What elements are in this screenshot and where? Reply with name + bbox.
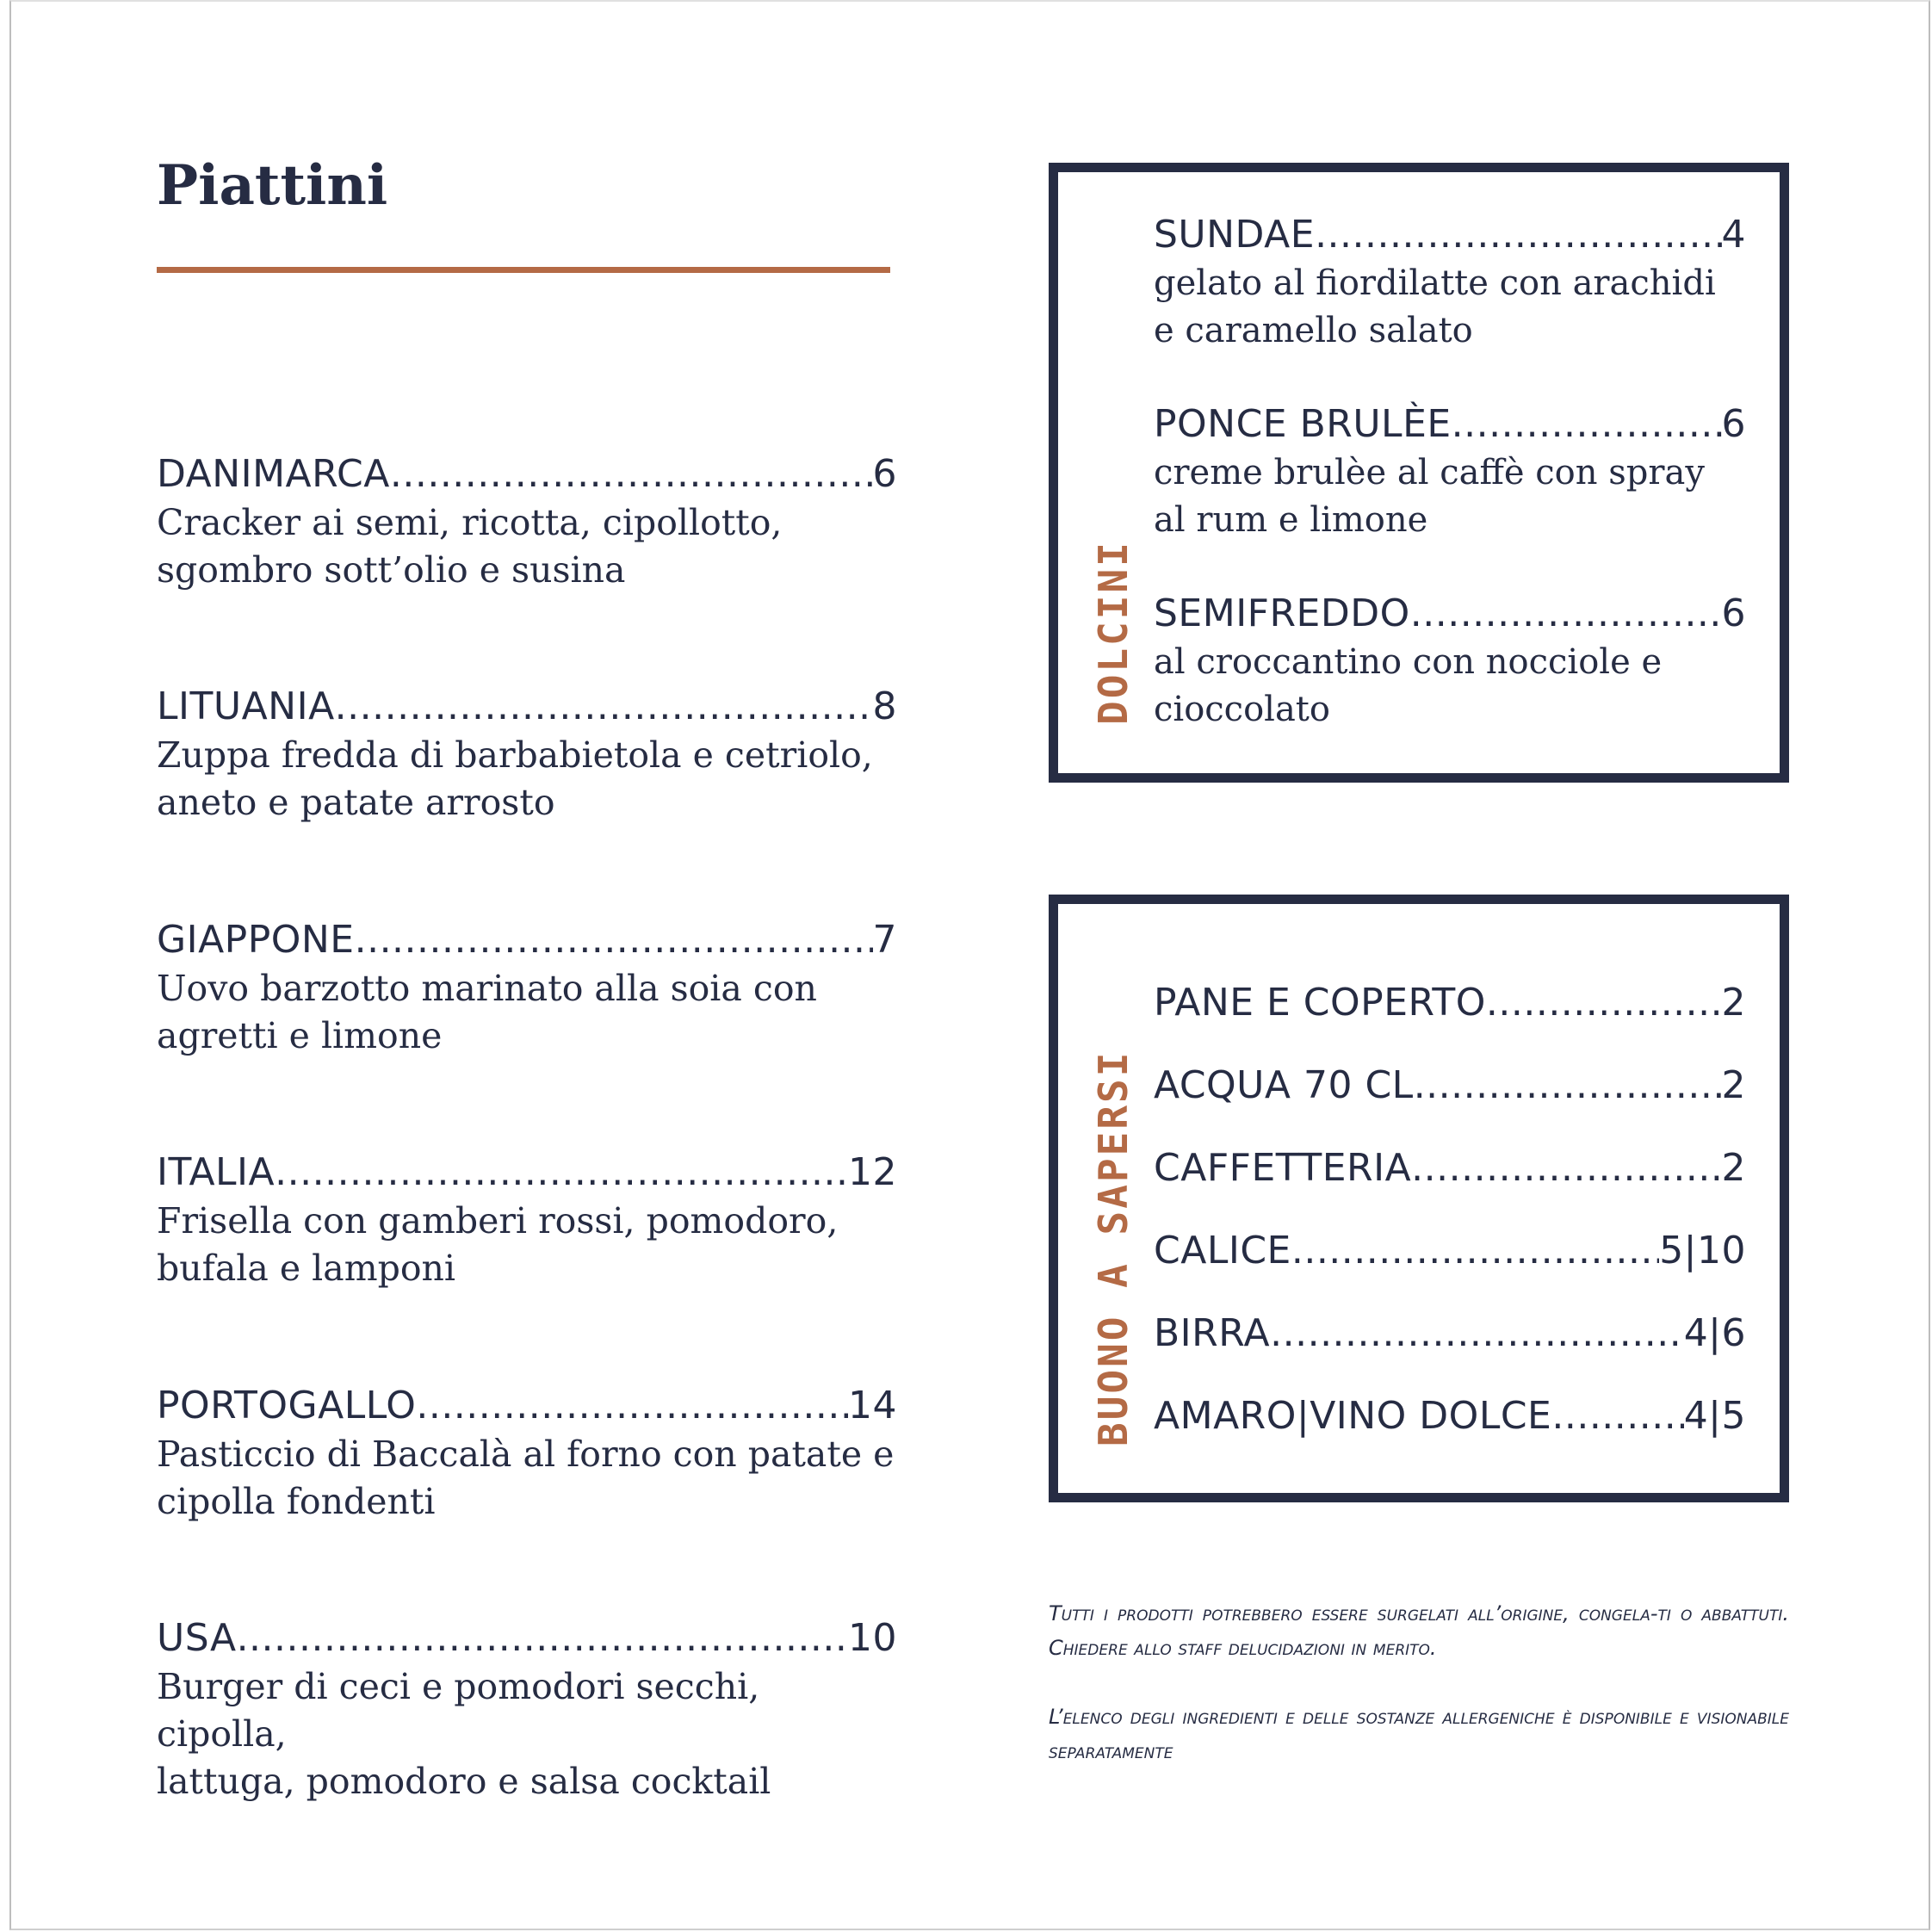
leader-dots xyxy=(416,1381,848,1431)
item-name: AMARO|VINO DOLCE xyxy=(1154,1394,1552,1438)
item-price: 12 xyxy=(848,1150,897,1194)
item-name: CALICE xyxy=(1154,1229,1291,1273)
page-title: Piattini xyxy=(157,153,388,218)
item-description-line: al croccantino con nocciole e xyxy=(1154,642,1663,682)
menu-item-danimarca xyxy=(157,449,897,594)
leader-dots xyxy=(1315,210,1721,260)
item-price: 4 xyxy=(1721,213,1746,257)
item-price: 5|10 xyxy=(1659,1229,1746,1273)
item-name: BIRRA xyxy=(1154,1311,1271,1355)
menu-item-usa xyxy=(157,1613,897,1805)
item-price: 2 xyxy=(1721,1146,1746,1190)
item-description-line: Frisella con gamberi rossi, pomodoro, xyxy=(157,1200,839,1242)
item-name: SEMIFREDDO xyxy=(1154,591,1410,635)
item-name: ITALIA xyxy=(157,1150,276,1194)
leader-dots xyxy=(1270,1309,1684,1359)
extra-item-pane-coperto xyxy=(1154,978,1746,1028)
item-description-line: gelato al fiordilatte con arachidi xyxy=(1154,263,1716,303)
leader-dots xyxy=(1410,589,1722,639)
leader-dots xyxy=(237,1613,848,1663)
extra-item-acqua xyxy=(1154,1061,1746,1111)
item-name: PANE E COPERTO xyxy=(1154,981,1486,1025)
item-description-line: lattuga, pomodoro e salsa cocktail xyxy=(157,1761,771,1802)
leader-dots xyxy=(1452,399,1722,449)
leader-dots xyxy=(1291,1226,1659,1276)
menu-item-lituania xyxy=(157,682,897,827)
item-name: SUNDAE xyxy=(1154,213,1316,257)
dolcini-label: DOLCINI xyxy=(1090,540,1136,725)
item-description-line: Burger di ceci e pomodori secchi, cipolla, xyxy=(157,1666,760,1755)
extra-item-amaro-vino-dolce xyxy=(1154,1391,1746,1441)
allergen-note: L’elenco degli ingredienti e delle sostanze allergeniche è disponibile e visionabile separatamente xyxy=(1049,1705,1789,1763)
item-description-line: aneto e patate arrosto xyxy=(157,782,555,823)
item-description-line: cioccolato xyxy=(1154,690,1330,729)
item-name: LITUANIA xyxy=(157,684,335,728)
leader-dots xyxy=(1411,1143,1721,1193)
item-name: ACQUA 70 CL xyxy=(1154,1063,1414,1107)
item-description-line: Pasticcio di Baccalà al forno con patate e xyxy=(157,1434,895,1475)
extra-item-calice xyxy=(1154,1226,1746,1276)
extra-item-birra xyxy=(1154,1309,1746,1359)
item-description-line: Uovo barzotto marinato alla soia con xyxy=(157,968,817,1009)
item-price: 2 xyxy=(1721,981,1746,1025)
dessert-item-ponce-brulee xyxy=(1154,399,1746,544)
item-description-line: al rum e limone xyxy=(1154,500,1428,540)
item-description-line: cipolla fondenti xyxy=(157,1481,436,1522)
extra-item-caffetteria xyxy=(1154,1143,1746,1193)
item-description-line: Cracker ai semi, ricotta, cipollotto, xyxy=(157,502,783,543)
dessert-item-sundae xyxy=(1154,210,1746,355)
item-description-line: creme brulèe al caffè con spray xyxy=(1154,453,1705,492)
item-price: 6 xyxy=(1721,402,1746,446)
leader-dots xyxy=(1486,978,1722,1028)
item-description-line: bufala e lamponi xyxy=(157,1248,456,1289)
menu-item-giappone xyxy=(157,915,897,1060)
frozen-products-note: Tutti i prodotti potrebbero essere surgelati all’origine, congela-ti o abbattuti. Chiedere allo staff delucidazioni in merito. xyxy=(1049,1601,1789,1660)
item-price: 10 xyxy=(848,1616,897,1660)
menu-item-italia xyxy=(157,1148,897,1292)
title-divider xyxy=(157,267,890,273)
leader-dots xyxy=(355,915,873,965)
item-price: 7 xyxy=(872,918,897,962)
buono-a-sapersi-label: BUONO A SAPERSI xyxy=(1090,1050,1136,1446)
item-description-line: e caramello salato xyxy=(1154,311,1473,350)
item-name: CAFFETTERIA xyxy=(1154,1146,1412,1190)
item-name: GIAPPONE xyxy=(157,918,355,962)
item-description-line: agretti e limone xyxy=(157,1015,443,1056)
item-price: 4|5 xyxy=(1683,1394,1746,1438)
leader-dots xyxy=(390,449,873,499)
item-price: 4|6 xyxy=(1683,1311,1746,1355)
item-price: 14 xyxy=(848,1384,897,1427)
item-name: PORTOGALLO xyxy=(157,1384,417,1427)
item-price: 6 xyxy=(872,452,897,496)
leader-dots xyxy=(275,1148,848,1198)
item-price: 8 xyxy=(872,684,897,728)
item-description-line: sgombro sott’olio e susina xyxy=(157,549,626,591)
item-description-line: Zuppa fredda di barbabietola e cetriolo, xyxy=(157,734,873,776)
leader-dots xyxy=(1414,1061,1722,1111)
leader-dots xyxy=(1551,1391,1683,1441)
item-name: USA xyxy=(157,1616,237,1660)
item-name: PONCE BRULÈE xyxy=(1154,402,1452,446)
item-price: 2 xyxy=(1721,1063,1746,1107)
item-name: DANIMARCA xyxy=(157,452,390,496)
item-price: 6 xyxy=(1721,591,1746,635)
dessert-item-semifreddo xyxy=(1154,589,1746,734)
leader-dots xyxy=(335,682,873,732)
menu-item-portogallo xyxy=(157,1381,897,1526)
